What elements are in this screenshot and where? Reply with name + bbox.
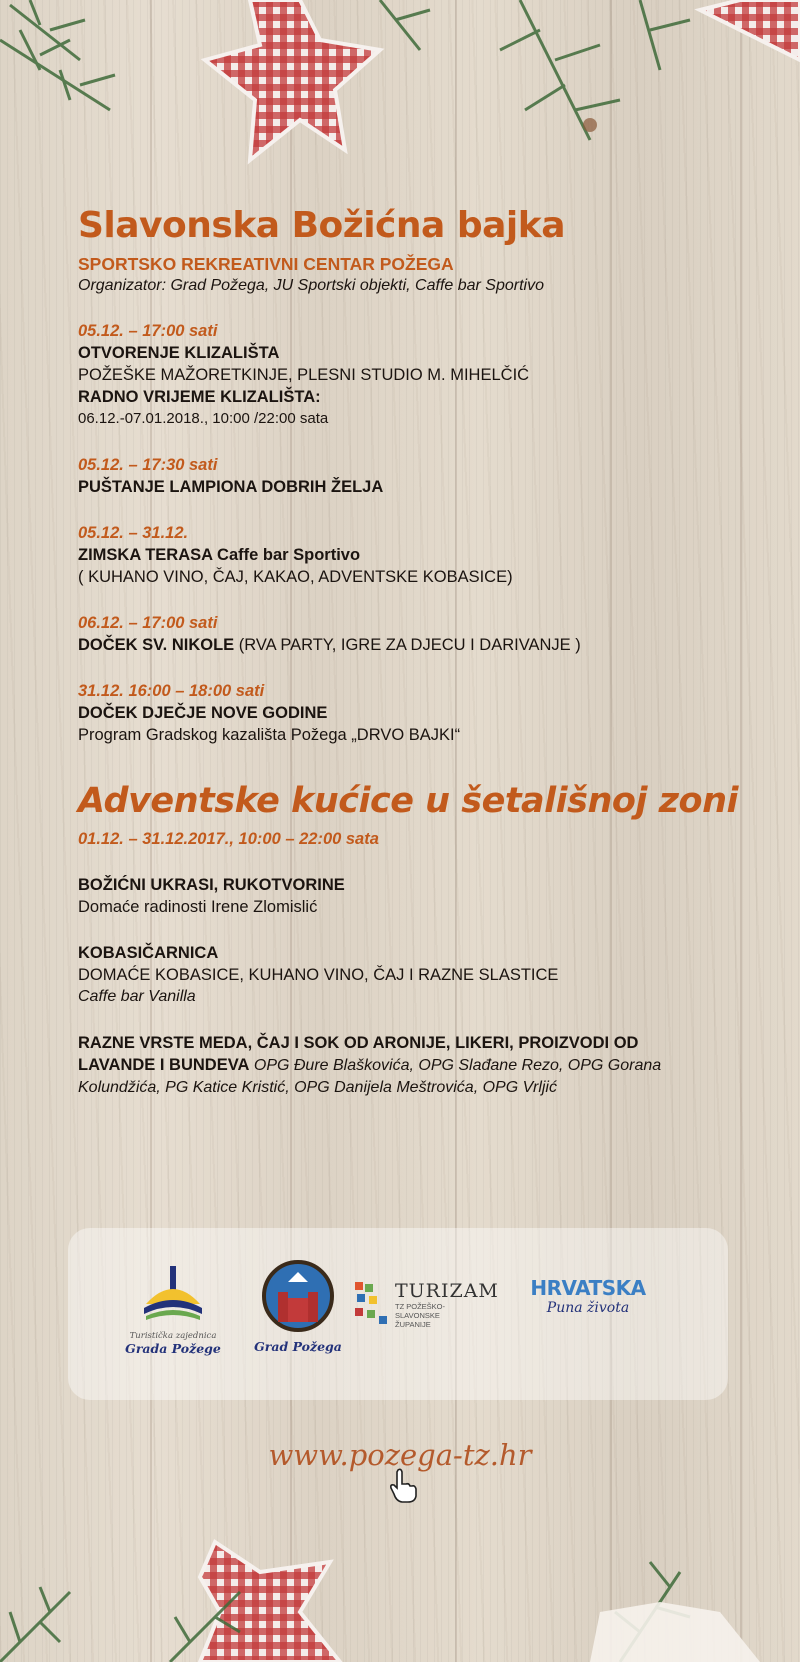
- event-nikola: [78, 612, 758, 656]
- turizam-sub-1: TZ POŽEŠKO-: [395, 1302, 446, 1311]
- website-link[interactable]: www.pozega-tz.hr: [268, 1438, 532, 1472]
- item-title: BOŽIĆNI UKRASI, RUKOTVORINE: [78, 876, 345, 894]
- item-title: RAZNE VRSTE MEDA, ČAJ I SOK OD ARONIJE, LIKERI, PROIZVODI OD: [78, 1034, 639, 1052]
- event-title: OTVORENJE KLIZALIŠTA: [78, 344, 280, 362]
- event-lampioni: [78, 454, 758, 498]
- event-title-hours: RADNO VRIJEME KLIZALIŠTA:: [78, 388, 321, 406]
- section-title-kucice: Adventske kućice u šetališnoj zoni: [78, 781, 738, 821]
- puna-zivota-caption: Puna života: [546, 1300, 630, 1316]
- item-med: [78, 1032, 758, 1099]
- logo-turizam: [353, 1280, 513, 1329]
- star-ornament-top: [205, 0, 380, 160]
- tz-name-caption: Grada Požege: [125, 1341, 221, 1356]
- organizer-text: Organizator: Grad Požega, JU Sportski objekti, Caffe bar Sportivo: [78, 277, 544, 294]
- turizam-sub-3: ŽUPANIJE: [395, 1320, 431, 1329]
- item-vendors-cont: Kolundžića, PG Katice Kristić, OPG Danijela Meštrovića, OPG Vrljić: [78, 1079, 557, 1096]
- item-title-cont: LAVANDE I BUNDEVA: [78, 1056, 250, 1074]
- event-date: 31.12. 16:00 – 18:00 sati: [78, 682, 265, 700]
- event-detail: (RVA PARTY, IGRE ZA DJECU I DARIVANJE ): [234, 636, 581, 654]
- star-ornament-corner: [700, 0, 800, 60]
- item-kobasicarnica: [78, 942, 758, 1008]
- event-date: 05.12. – 17:00 sati: [78, 322, 218, 340]
- turizam-word: TURIZAM: [395, 1280, 499, 1302]
- fir-branch-right: [380, 0, 690, 140]
- star-ornament-bottom-right: [590, 1602, 760, 1662]
- item-vendors: OPG Đure Blaškovića, OPG Slađane Rezo, OPG Gorana: [249, 1057, 662, 1074]
- event-detail: POŽEŠKE MAŽORETKINJE, PLESNI STUDIO M. MIHELČIĆ: [78, 366, 530, 384]
- event-detail: ( KUHANO VINO, ČAJ, KAKAO, ADVENTSKE KOBASICE): [78, 568, 513, 586]
- item-title: KOBASIČARNICA: [78, 944, 219, 962]
- section-title-bajka: Slavonska Božićna bajka: [78, 205, 565, 246]
- grad-pozega-caption: Grad Požega: [254, 1339, 342, 1354]
- item-detail: Domaće radinosti Irene Zlomislić: [78, 898, 318, 916]
- logo-tz-grada-pozege: [108, 1264, 238, 1356]
- logo-grad-pozega: [243, 1258, 353, 1354]
- logo-hrvatska: [523, 1276, 653, 1316]
- kucice-date: 01.12. – 31.12.2017., 10:00 – 22:00 sata: [78, 830, 379, 848]
- tz-small-caption: Turistička zajednica: [129, 1331, 217, 1341]
- hrvatska-word: HRVATSKA: [530, 1276, 646, 1300]
- venue-heading: SPORTSKO REKREATIVNI CENTAR POŽEGA: [78, 254, 454, 274]
- turizam-mosaic-icon: [353, 1280, 391, 1326]
- event-date: 05.12. – 31.12.: [78, 524, 189, 542]
- fir-branch-bottom-left: [0, 1587, 70, 1662]
- event-title: DOČEK SV. NIKOLE: [78, 636, 235, 654]
- event-title: PUŠTANJE LAMPIONA DOBRIH ŽELJA: [78, 478, 384, 496]
- city-crest-icon: [260, 1258, 336, 1334]
- item-ukrasi: [78, 874, 758, 918]
- event-date: 06.12. – 17:00 sati: [78, 614, 218, 632]
- event-detail: Program Gradskog kazališta Požega „DRVO BAJKI“: [78, 726, 461, 744]
- hand-cursor-icon: [388, 1468, 420, 1504]
- event-date: 05.12. – 17:30 sati: [78, 456, 218, 474]
- event-nova-godina: [78, 680, 758, 746]
- tz-emblem-icon: [138, 1264, 208, 1326]
- top-decoration: [0, 0, 800, 190]
- star-ornament-bottom: [200, 1542, 340, 1662]
- event-title: DOČEK DJEČJE NOVE GODINE: [78, 704, 328, 722]
- event-otvorenje: [78, 320, 758, 430]
- sponsor-logos-panel: [68, 1228, 728, 1400]
- item-vendor: Caffe bar Vanilla: [78, 988, 196, 1005]
- fir-branch-left: [0, 0, 115, 110]
- event-title: ZIMSKA TERASA Caffe bar Sportivo: [78, 546, 361, 564]
- event-terasa: [78, 522, 758, 588]
- bottom-decoration: [0, 1502, 800, 1662]
- item-detail: DOMAĆE KOBASICE, KUHANO VINO, ČAJ I RAZNE SLASTICE: [78, 966, 559, 984]
- event-hours: 06.12.-07.01.2018., 10:00 /22:00 sata: [78, 410, 329, 427]
- turizam-sub-2: SLAVONSKE: [395, 1311, 440, 1320]
